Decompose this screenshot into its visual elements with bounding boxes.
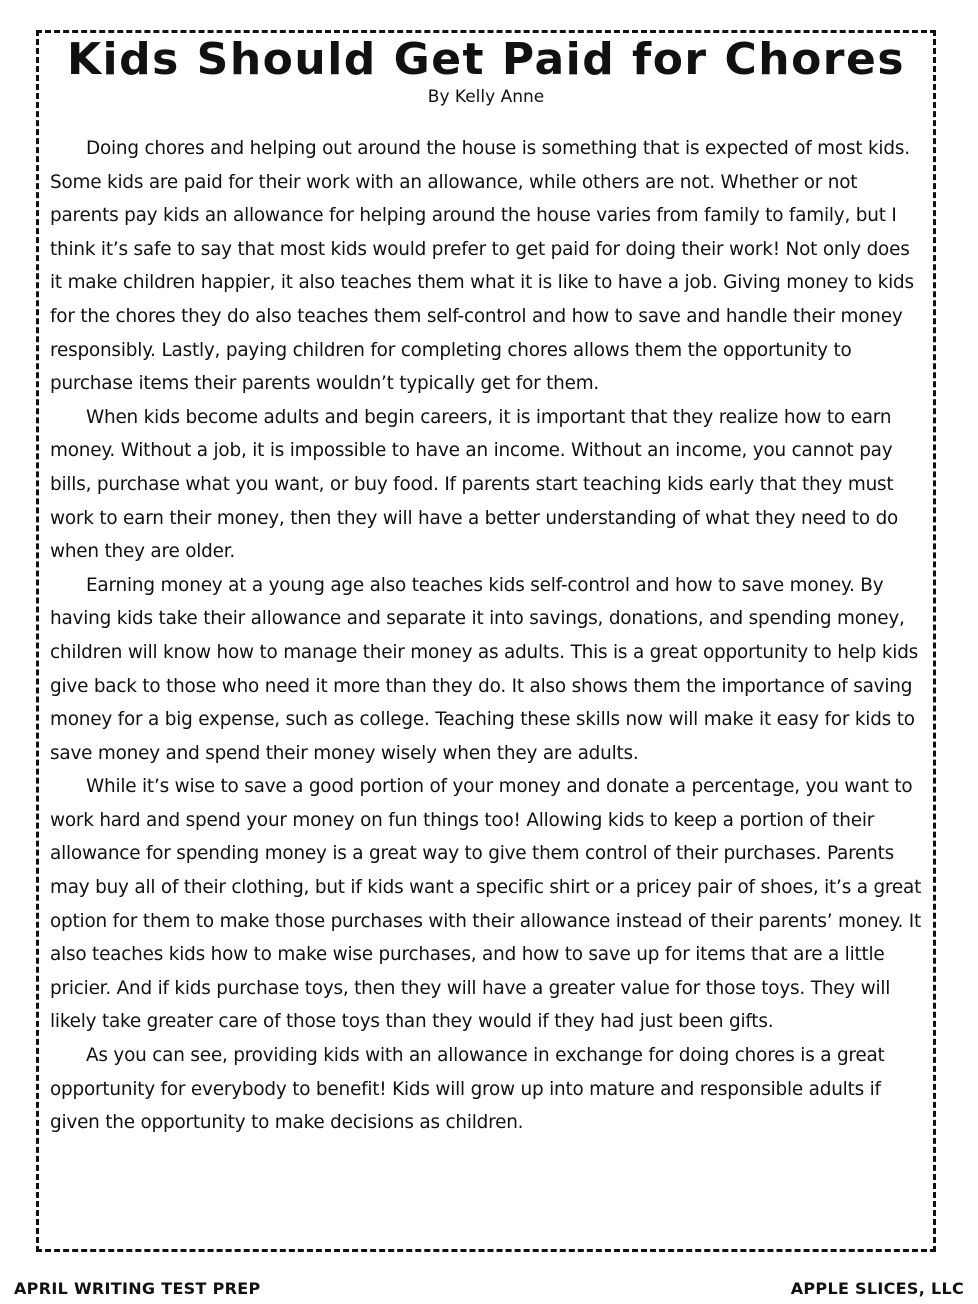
- footer-publisher-label: APPLE SLICES, LLC: [790, 1279, 964, 1298]
- paragraph-2: When kids become adults and begin careers, it is important that they realize how to earn money. Without a job, it is impossible to have an income. Without an income, you cannot pay bills, purchase what you want, or buy food. If parents start teaching kids early that they must work to earn their money, then they will have a better understanding of what they need to do when they are older.: [50, 406, 899, 563]
- paragraph-5: As you can see, providing kids with an allowance in exchange for doing chores is a great opportunity for everybody to benefit! Kids will grow up into mature and responsible adults if given the opportunity to make decisions as children.: [50, 1045, 885, 1134]
- paragraph-4: While it’s wise to save a good portion of your money and donate a percentage, you want to work hard and spend your money on fun things too! Allowing kids to keep a portion of their allowance for spending money is a great way to give them control of their purchases. Parents may buy all of their clothing, but if kids want a specific shirt or a pricey pair of shoes, it’s a great option for them to make those purchases with their allowance instead of their parents’ money. It also teaches kids how to make wise purchases, and how to save up for items that are a little pricier. And if kids purchase toys, then they will have a greater value for those toys. They will likely take greater care of those toys than they would if they had just been gifts.: [50, 776, 922, 1033]
- paragraph-3: Earning money at a young age also teaches kids self-control and how to save money. By having kids take their allowance and separate it into savings, donations, and spending money, children will know how to manage their money as adults. This is a great opportunity to help kids give back to those who need it more than they do. It also shows them the importance of saving money for a big expense, such as college. Teaching these skills now will make it easy for kids to save money and spend their money wisely when they are adults.: [50, 574, 919, 764]
- footer-series-label: APRIL WRITING TEST PREP: [14, 1279, 261, 1298]
- page-title: Kids Should Get Paid for Chores: [66, 34, 906, 85]
- paragraph-1: Doing chores and helping out around the house is something that is expected of most kids. Some kids are paid for their work with an allowance, while others are not. Whether or not parents pay kids an allowance for helping around the house varies from family to family, but I think it’s safe to say that most kids would prefer to get paid for doing their work! Not only does it make children happier, it also teaches them what it is like to have a job. Giving money to kids for the chores they do also teaches them self-control and how to save and handle their money responsibly. Lastly, paying children for completing chores allows them the opportunity to purchase items their parents wouldn’t typically get for them.: [50, 138, 914, 395]
- author-byline: By Kelly Anne: [427, 87, 545, 107]
- article-body: [50, 132, 922, 1140]
